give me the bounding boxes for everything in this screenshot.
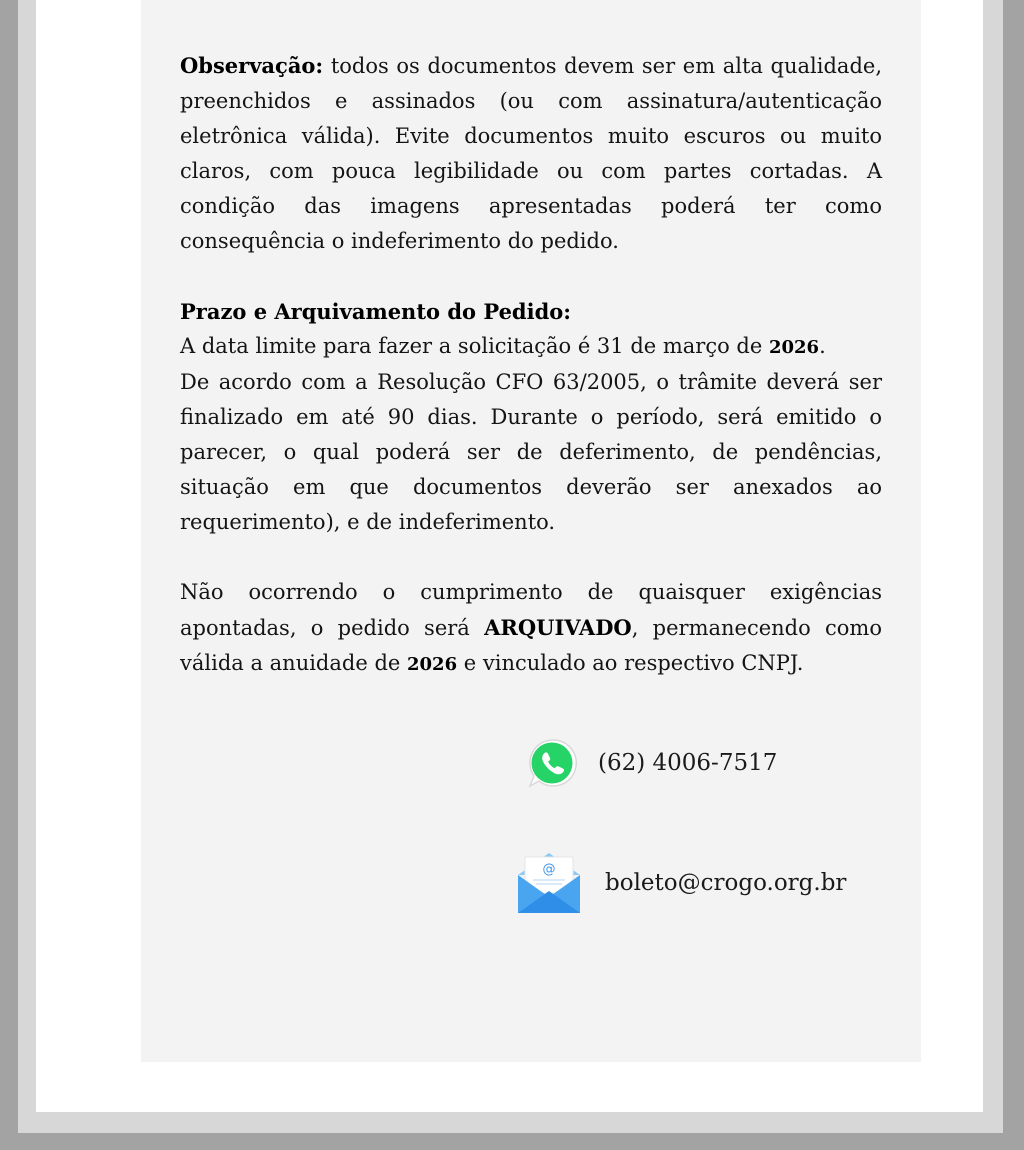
archive-text-after: , permanecendo como válida a anuidade de [180,616,882,675]
resolution-paragraph: De acordo com a Resolução CFO 63/2005, o trâmite deverá ser finalizado em até 90 dias. Durante o período, será emitido o parecer, o qual poderá ser de deferimento, de pendências, situação em que documentos deverão ser anexados ao requerimento), e de indeferimento. [180,370,882,534]
whatsapp-contact[interactable] [525,736,777,790]
document-body [180,48,882,682]
email-address: boleto@crogo.org.br [605,870,847,896]
document-page [36,0,983,1112]
deadline-heading: Prazo e Arquivamento do Pedido: [180,299,572,324]
archive-paragraph [180,575,882,682]
archive-text-before: Não ocorrendo o cumprimento de quaisquer exigências apontadas, o pedido será [180,580,882,640]
archive-text-end: e vinculado ao respectivo CNPJ. [457,651,804,675]
email-envelope-icon [516,851,582,915]
observation-paragraph [180,48,882,259]
deadline-line [180,329,882,365]
archive-emphasis: ARQUIVADO [484,615,632,640]
archive-year: 2026 [407,654,458,675]
deadline-year: 2026 [768,337,820,358]
deadline-line-end: . [819,334,826,358]
deadline-line-text: A data limite para fazer a solicitação é 31 de março de [180,334,769,358]
observation-text: todos os documentos devem ser em alta qualidade, preenchidos e assinados (ou com assinatura/autenticação eletrônica válida). Evite documentos muito escuros ou muito claros, com pouca legibilidade ou com partes cortadas. A condição das imagens apresentadas poderá ter como consequência o indeferimento do pedido. [180,54,882,253]
whatsapp-icon [525,736,579,790]
content-panel [141,0,921,1062]
whatsapp-phone: (62) 4006-7517 [598,750,778,776]
svg-text:@: @ [542,862,556,877]
observation-label: Observação: [180,53,324,78]
email-contact[interactable] [516,851,846,915]
